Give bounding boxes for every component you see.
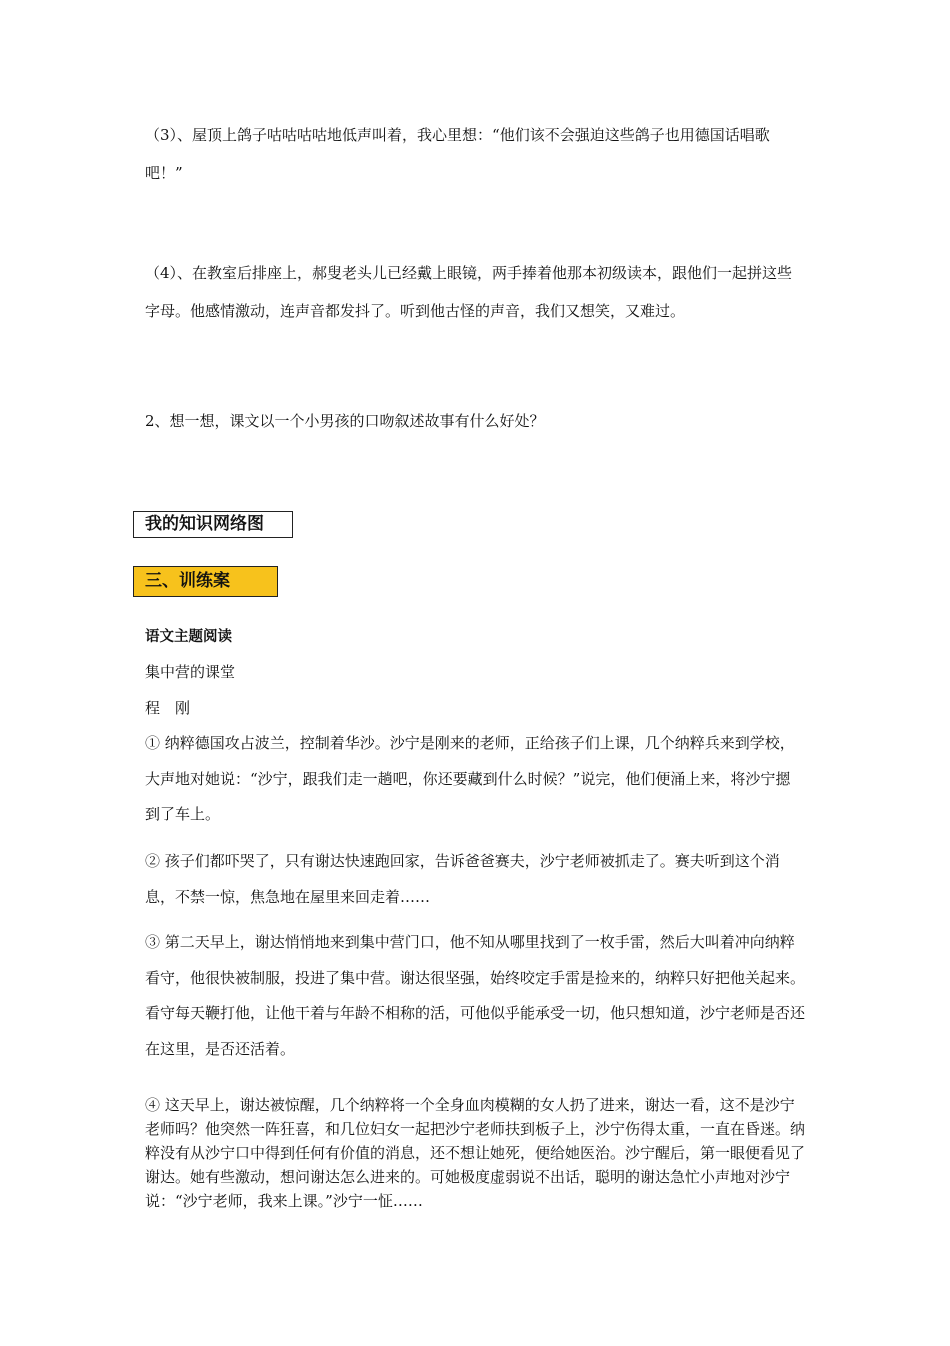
training-section-heading: 三、训练案 xyxy=(133,566,278,597)
article-paragraph-3: ③ 第二天早上，谢达悄悄地来到集中营门口，他不知从哪里找到了一枚手雷，然后大叫着冲向纳粹看守，他很快被制服，投进了集中营。谢达很坚强，始终咬定手雷是捡来的，纳粹只好把他关起来。看守每天鞭打他，让他干着与年龄不相称的活，可他似乎能承受一切，他只想知道，沙宁老师是否还在这里，是否还活着。 xyxy=(145,933,806,1058)
question-3: （3）、屋顶上鸽子咕咕咕咕地低声叫着，我心里想：“他们该不会强迫这些鸽子也用德国话唱歌吧！” xyxy=(145,126,770,182)
question-4: （4）、在教室后排座上，郝叟老头儿已经戴上眼镜，两手捧着他那本初级读本，跟他们一起拼这些字母。他感情激动，连声音都发抖了。听到他古怪的声音，我们又想笑，又难过。 xyxy=(145,264,793,320)
question-2: 2、想一想，课文以一个小男孩的口吻叙述故事有什么好处？ xyxy=(145,412,545,430)
knowledge-map-heading: 我的知识网络图 xyxy=(133,511,293,538)
article-paragraph-2: ② 孩子们都吓哭了，只有谢达快速跑回家，告诉爸爸赛夫，沙宁老师被抓走了。赛夫听到这个消息，不禁一惊，焦急地在屋里来回走着…… xyxy=(145,852,780,906)
article-paragraph-1: ① 纳粹德国攻占波兰，控制着华沙。沙宁是刚来的老师，正给孩子们上课，几个纳粹兵来到学校，大声地对她说：“沙宁，跟我们走一趟吧，你还要藏到什么时候？”说完，他们便涌上来，将沙宁摁到了车上。 xyxy=(145,734,795,823)
article-author: 程 刚 xyxy=(145,699,191,717)
article-paragraph-4: ④ 这天早上，谢达被惊醒，几个纳粹将一个全身血肉模糊的女人扔了进来，谢达一看，这不是沙宁老师吗？他突然一阵狂喜，和几位妇女一起把沙宁老师扶到板子上，沙宁伤得太重，一直在昏迷。纳粹没有从沙宁口中得到任何有价值的消息，还不想让她死，便给她医治。沙宁醒后，第一眼便看见了谢达。她有些激动，想问谢达怎么进来的。可她极度虚弱说不出话，聪明的谢达急忙小声地对沙宁说：“沙宁老师，我来上课。”沙宁一怔…… xyxy=(145,1096,806,1210)
reading-heading: 语文主题阅读 xyxy=(145,629,232,645)
article-title: 集中营的课堂 xyxy=(145,663,236,681)
